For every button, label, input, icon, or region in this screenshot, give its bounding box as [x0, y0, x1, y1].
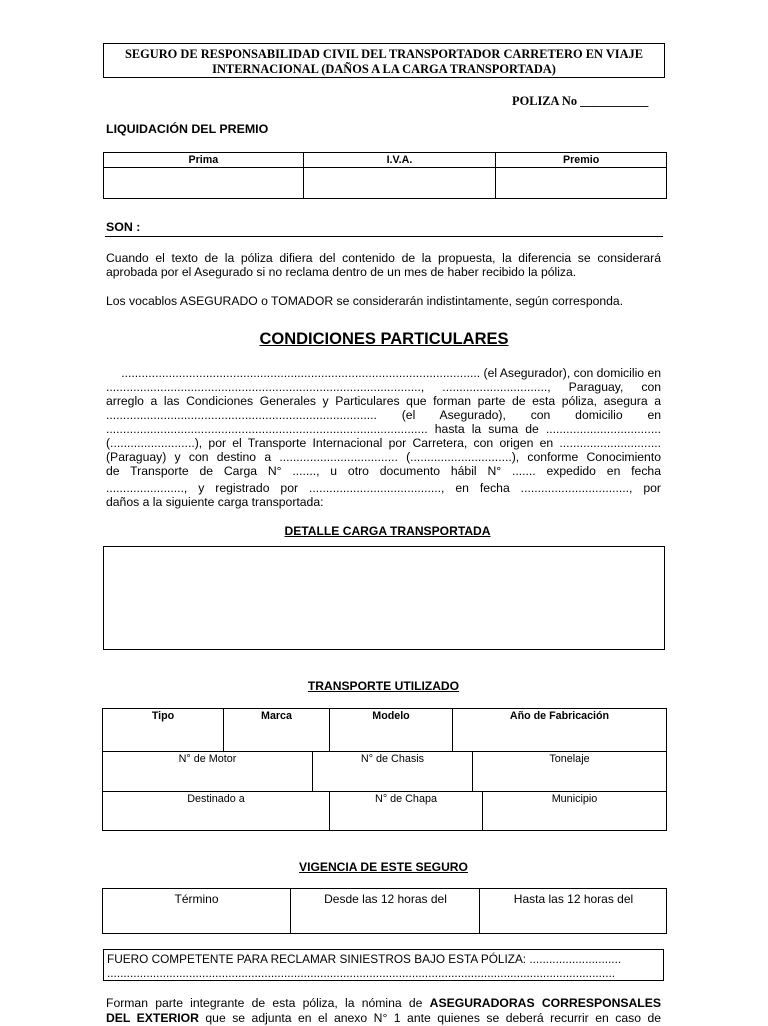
liquidacion-heading: LIQUIDACIÓN DEL PREMIO — [106, 122, 269, 136]
detalle-carga-box[interactable] — [103, 546, 665, 650]
condiciones-line: .......................................................................................................... (el Asegurador), con domicilio en — [121, 366, 661, 380]
transporte-marca-cell[interactable] — [224, 709, 330, 751]
column-header-prima: Prima — [104, 153, 304, 168]
transporte-destinado-cell[interactable] — [103, 792, 330, 830]
condiciones-line: (Paraguay) y con destino a ................................... (..............................), conforme Conocimiento — [106, 450, 661, 464]
label-destinado-a: Destinado a — [187, 793, 245, 805]
condiciones-line: ............................................................................................., ..............................., Paraguay, con — [106, 380, 661, 394]
transporte-modelo-cell[interactable] — [330, 709, 453, 751]
transporte-tonelaje-cell[interactable] — [473, 752, 666, 791]
column-header-premio: Premio — [496, 153, 667, 168]
detalle-heading: DETALLE CARGA TRANSPORTADA — [284, 524, 491, 538]
vigencia-hasta-cell[interactable] — [481, 889, 666, 933]
label-municipio: Municipio — [551, 793, 598, 805]
poliza-number: POLIZA No ___________ — [512, 94, 649, 108]
condiciones-line: (.........................), por el Transporte Internacional por Carretera, con origen en .............................. — [106, 436, 661, 450]
condiciones-line: ......................., y registrado por ......................................., en fecha ................................, por — [106, 481, 661, 495]
condiciones-line: ............................................................................................... hasta la suma de .................................. — [106, 422, 661, 436]
transporte-tipo-cell[interactable] — [103, 709, 224, 751]
transporte-table — [102, 708, 667, 831]
vigencia-desde-cell[interactable] — [292, 889, 480, 933]
fuero-competente-dots: ........................................................................................................................................................... — [107, 966, 616, 980]
paragraph-vocablos: Los vocablos ASEGURADO o TOMADOR se considerarán indistintamente, según corresponda. — [106, 294, 624, 308]
vigencia-heading: VIGENCIA DE ESTE SEGURO — [299, 860, 468, 874]
condiciones-line: de Transporte de Carga N° ......., u otro documento hábil N° ....... expedido en fecha — [106, 464, 661, 478]
label-desde: Desde las 12 horas del — [324, 892, 447, 906]
label-numero-motor: N° de Motor — [178, 753, 237, 765]
label-numero-chasis: N° de Chasis — [360, 753, 425, 765]
son-label: SON : — [106, 220, 141, 234]
transporte-heading: TRANSPORTE UTILIZADO — [307, 679, 460, 693]
policy-title-line2: INTERNACIONAL (DAÑOS A LA CARGA TRANSPORTADA) — [212, 61, 556, 76]
iva-value-cell[interactable] — [303, 168, 496, 199]
label-tonelaje: Tonelaje — [549, 753, 590, 765]
footer-bold-text: DEL EXTERIOR — [106, 1011, 199, 1025]
footer-text: Forman parte integrante de esta póliza, la nómina de — [106, 996, 430, 1010]
label-termino: Término — [174, 892, 219, 906]
label-numero-chapa: N° de Chapa — [375, 793, 437, 805]
transporte-chapa-cell[interactable] — [330, 792, 483, 830]
column-header-anio-fabricacion: Año de Fabricación — [509, 710, 610, 722]
condiciones-line: arreglo a las Condiciones Generales y Particulares que forman parte de esta póliza, asegura a — [106, 394, 661, 408]
vigencia-termino-cell[interactable] — [103, 889, 291, 933]
fuero-competente-text: FUERO COMPETENTE PARA RECLAMAR SINIESTROS BAJO ESTA PÓLIZA: ............................ — [107, 952, 622, 966]
column-header-modelo: Modelo — [372, 710, 410, 722]
transporte-chasis-cell[interactable] — [313, 752, 473, 791]
policy-title-line1: SEGURO DE RESPONSABILIDAD CIVIL DEL TRANSPORTADOR CARRETERO EN VIAJE — [124, 47, 643, 61]
transporte-municipio-cell[interactable] — [483, 792, 666, 830]
transporte-anio-cell[interactable] — [453, 709, 666, 751]
footer-paragraph-line1 — [106, 996, 661, 1011]
label-hasta: Hasta las 12 horas del — [513, 892, 634, 906]
condiciones-heading: CONDICIONES PARTICULARES — [259, 330, 509, 348]
liquidacion-table — [103, 152, 667, 199]
condiciones-line: daños a la siguiente carga transportada: — [106, 495, 324, 509]
footer-text: que se adjunta en el anexo N° 1 ante quienes se deberá recurrir en caso de — [198, 1011, 661, 1025]
column-header-iva: I.V.A. — [303, 153, 496, 168]
column-header-tipo: Tipo — [151, 710, 175, 722]
prima-value-cell[interactable] — [104, 168, 304, 199]
policy-title-box — [103, 43, 665, 78]
son-amount-line[interactable] — [105, 236, 663, 237]
premio-value-cell[interactable] — [496, 168, 667, 199]
fuero-competente-box[interactable] — [103, 949, 664, 981]
column-header-marca: Marca — [261, 710, 292, 722]
vigencia-table — [102, 888, 667, 934]
paragraph-diferencia: Cuando el texto de la póliza difiera del contenido de la propuesta, la diferencia se considerará aprobada por el Asegurado si no reclama dentro de un mes de haber recibido la póliza. — [106, 251, 661, 280]
transporte-motor-cell[interactable] — [103, 752, 313, 791]
condiciones-line: ................................................................................ (el Asegurado), con domicilio en — [106, 408, 661, 422]
footer-bold-text: ASEGURADORAS CORRESPONSALES — [429, 996, 662, 1010]
